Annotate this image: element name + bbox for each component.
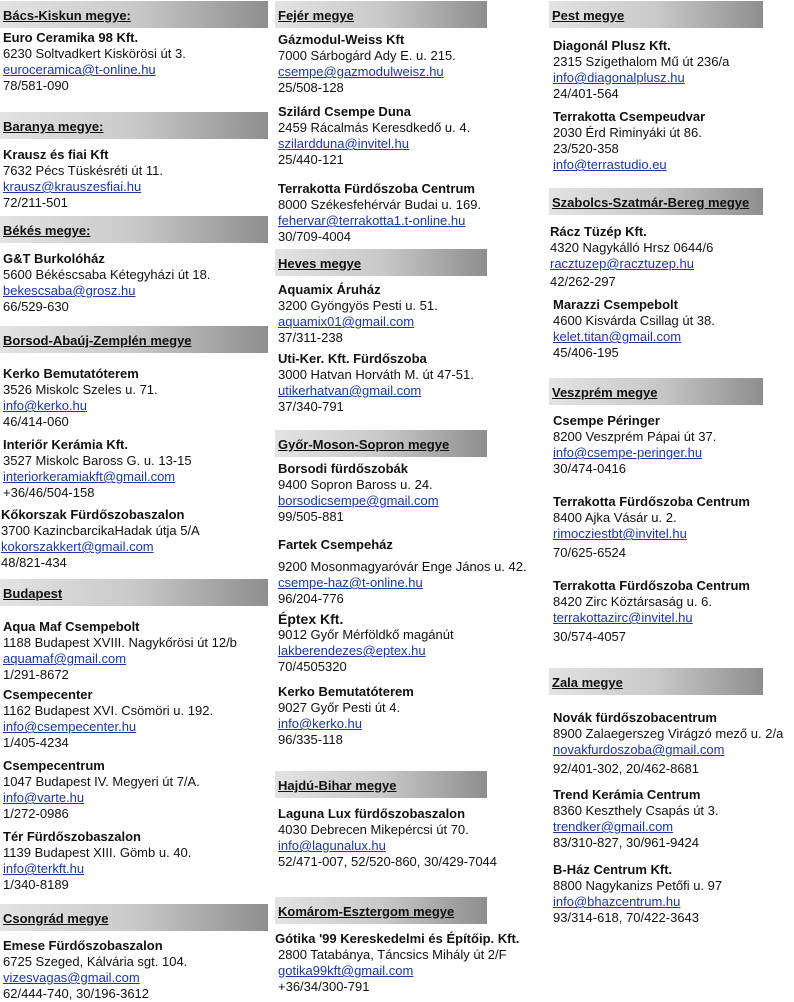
dealer-address: 2030 Érd Riminyáki út 86. [553, 125, 702, 140]
dealer-phone: 30/709-4004 [278, 229, 352, 244]
dealer-entry [278, 32, 456, 96]
dealer-name: Emese Fürdőszobaszalon [3, 938, 163, 953]
dealer-entry [3, 687, 213, 751]
section-header [0, 112, 268, 139]
dealer-phone: 92/401-302, 20/462-8681 [553, 761, 700, 776]
dealer-email[interactable]: lakberendezes@eptex.hu [278, 643, 426, 658]
dealer-email[interactable]: racztuzep@racztuzep.hu [550, 256, 694, 271]
dealer-name: Borsodi fürdőszobák [278, 461, 409, 476]
dealer-entry [278, 181, 481, 245]
section-title: Heves megye [278, 256, 362, 271]
dealer-phone: 70/625-6524 [553, 545, 627, 560]
dealer-entry [3, 437, 192, 501]
section-header [549, 378, 763, 405]
dealer-name: Kerko Bemutatóterem [3, 366, 139, 381]
dealer-address: 8800 Nagykanizs Petőfi u. 97 [553, 878, 723, 893]
dealer-name: Diagonál Plusz Kft. [553, 38, 671, 53]
dealer-address: 3000 Hatvan Horváth M. út 47-51. [278, 367, 474, 382]
dealer-entry [553, 297, 715, 361]
dealer-address: 8900 Zalaegerszeg Virágzó mező u. 2/a [553, 726, 784, 741]
section-title: Csongrád megye [3, 911, 109, 926]
dealer-address: 8000 Székesfehérvár Budai u. 169. [278, 197, 482, 212]
section-title: Bács-Kiskun megye: [3, 8, 131, 23]
dealer-name: Interiőr Kerámia Kft. [3, 437, 128, 452]
dealer-name: Terrakotta Fürdőszoba Centrum [278, 181, 475, 196]
dealer-email[interactable]: csempe-haz@t-online.hu [278, 575, 423, 590]
dealer-email[interactable]: gotika99kft@gmail.com [278, 963, 414, 978]
dealer-address: 4030 Debrecen Mikepércsi út 70. [278, 822, 469, 837]
dealer-name: B-Ház Centrum Kft. [553, 862, 673, 877]
dealer-address: 3200 Gyöngyös Pesti u. 51. [278, 298, 438, 313]
dealer-entry [278, 282, 438, 346]
dealer-email[interactable]: fehervar@terrakotta1.t-online.hu [278, 213, 466, 228]
dealer-email[interactable]: kokorszakkert@gmail.com [1, 539, 154, 554]
dealer-email[interactable]: csempe@gazmodulweisz.hu [278, 64, 444, 79]
section-header [275, 249, 487, 276]
dealer-phone: 1/340-8189 [3, 877, 69, 892]
dealer-address: 8420 Zirc Köztársaság u. 6. [553, 594, 712, 609]
dealer-entry [553, 109, 705, 173]
section-header [0, 904, 268, 931]
dealer-address: 6725 Szeged, Kálvária sgt. 104. [3, 954, 188, 969]
dealer-name: Trend Kerámia Centrum [553, 787, 701, 802]
dealer-phone: 48/821-434 [1, 555, 67, 570]
section-header [0, 579, 268, 606]
dealer-email[interactable]: info@kerko.hu [3, 398, 88, 413]
dealer-phone: 83/310-827, 30/961-9424 [553, 835, 700, 850]
section-title: Békés megye: [3, 223, 91, 238]
dealer-email[interactable]: aquamaf@gmail.com [3, 651, 127, 666]
dealer-entry [278, 806, 497, 870]
dealer-address: 7000 Sárbogárd Ady E. u. 215. [278, 48, 456, 63]
dealer-address: 4320 Nagykálló Hrsz 0644/6 [550, 240, 714, 255]
section-header [549, 668, 763, 695]
dealer-phone: 23/520-358 [553, 141, 619, 156]
dealer-entry [1, 507, 200, 571]
dealer-phone: 70/4505320 [278, 659, 347, 674]
dealer-address: 1047 Budapest IV. Megyeri út 7/A. [3, 774, 200, 789]
dealer-phone: +36/46/504-158 [3, 485, 95, 500]
dealer-name: Novák fürdőszobacentrum [553, 710, 717, 725]
section-header [549, 1, 763, 28]
section-title: Komárom-Esztergom megye [278, 904, 455, 919]
dealer-phone: 30/574-4057 [553, 629, 627, 644]
dealer-entry [275, 931, 519, 995]
dealer-entry [278, 537, 527, 607]
dealer-entry [553, 862, 722, 926]
section-title: Hajdú-Bihar megye [278, 778, 397, 793]
dealer-address: 1139 Budapest XIII. Gömb u. 40. [3, 845, 192, 860]
dealer-name: Éptex Kft. [278, 611, 344, 627]
dealer-address: 9200 Mosonmagyaróvár Enge János u. 42. [278, 559, 527, 574]
section-header [549, 188, 763, 215]
dealer-name: Kőkorszak Fürdőszobaszalon [1, 507, 185, 522]
section-title: Zala megye [552, 675, 623, 690]
dealer-entry [553, 578, 750, 645]
dealer-address: 8200 Veszprém Pápai út 37. [553, 429, 717, 444]
dealer-phone: 66/529-630 [3, 299, 69, 314]
dealer-email[interactable]: trendker@gmail.com [553, 819, 674, 834]
dealer-email[interactable]: info@terrastudio.eu [553, 157, 667, 172]
section-title: Győr-Moson-Sopron megye [278, 437, 450, 452]
dealer-phone: 62/444-740, 30/196-3612 [3, 986, 150, 1001]
dealer-email[interactable]: novakfurdoszoba@gmail.com [553, 742, 725, 757]
dealer-email[interactable]: utikerhatvan@gmail.com [278, 383, 422, 398]
dealer-name: G&T Burkolóház [3, 251, 105, 266]
dealer-address: 6230 Soltvadkert Kiskörösi út 3. [3, 46, 186, 61]
dealer-email[interactable]: euroceramica@t-online.hu [3, 62, 156, 77]
section-title: Budapest [3, 586, 63, 601]
dealer-name: Csempecentrum [3, 758, 105, 773]
dealer-entry [3, 758, 200, 822]
dealer-address: 2800 Tatabánya, Táncsics Mihály út 2/F [278, 947, 507, 962]
dealer-entry [553, 710, 783, 777]
section-header [0, 326, 268, 353]
dealer-name: Rácz Tüzép Kft. [550, 224, 647, 239]
dealer-entry [278, 351, 474, 415]
dealer-address: 3700 KazincbarcikaHadak útja 5/A [1, 523, 200, 538]
dealer-entry [3, 366, 158, 430]
dealer-entry [278, 104, 470, 168]
dealer-name: Szilárd Csempe Duna [278, 104, 411, 119]
dealer-address: 8400 Ajka Vásár u. 2. [553, 510, 677, 525]
section-title: Pest megye [552, 8, 625, 23]
dealer-entry [553, 787, 719, 851]
dealer-email[interactable]: vizesvagas@gmail.com [3, 970, 140, 985]
dealer-phone: +36/34/300-791 [278, 979, 370, 994]
dealer-email[interactable]: info@csempecenter.hu [3, 719, 137, 734]
dealer-address: 2459 Rácalmás Keresdkedő u. 4. [278, 120, 471, 135]
dealer-entry [278, 684, 414, 748]
dealer-phone: 1/291-8672 [3, 667, 69, 682]
dealer-entry [3, 30, 186, 94]
dealer-address: 1162 Budapest XVI. Csömöri u. 192. [3, 703, 214, 718]
dealer-name: Aquamix Áruház [278, 282, 381, 297]
dealer-phone: 37/311-238 [278, 330, 343, 345]
dealer-name: Csempe Péringer [553, 413, 660, 428]
dealer-address: 2315 Szigethalom Mű út 236/a [553, 54, 730, 69]
dealer-name: Terrakotta Csempeudvar [553, 109, 706, 124]
dealer-address: 9400 Sopron Baross u. 24. [278, 477, 433, 492]
dealer-phone: 42/262-297 [550, 274, 616, 289]
dealer-entry [553, 413, 716, 477]
dealer-address: 9027 Győr Pesti út 4. [278, 700, 401, 715]
dealer-entry [3, 829, 191, 893]
dealer-email[interactable]: info@kerko.hu [278, 716, 363, 731]
dealer-phone: 30/474-0416 [553, 461, 627, 476]
dealer-address: 3527 Miskolc Baross G. u. 13-15 [3, 453, 192, 468]
dealer-name: Kerko Bemutatóterem [278, 684, 414, 699]
section-header [275, 897, 487, 924]
section-header [0, 1, 268, 28]
dealer-entry [3, 251, 210, 315]
dealer-entry [550, 224, 713, 290]
dealer-phone: 24/401-564 [553, 86, 619, 101]
dealer-email[interactable]: info@terkft.hu [3, 861, 85, 876]
section-header [275, 430, 487, 457]
dealer-name: Gótika '99 Kereskedelmi és Építőip. Kft. [275, 931, 520, 946]
dealer-email[interactable]: szilardduna@invitel.hu [278, 136, 409, 151]
dealer-phone: 25/508-128 [278, 80, 344, 95]
dealer-email[interactable]: rimocziestbt@invitel.hu [553, 526, 687, 541]
dealer-phone: 96/335-118 [278, 732, 343, 747]
dealer-entry [3, 619, 237, 683]
dealer-name: Terrakotta Fürdőszoba Centrum [553, 578, 750, 593]
dealer-entry [3, 938, 187, 1002]
dealer-email[interactable]: info@bhazcentrum.hu [553, 894, 681, 909]
dealer-email[interactable]: aquamix01@gmail.com [278, 314, 415, 329]
dealer-phone: 1/405-4234 [3, 735, 69, 750]
dealer-email[interactable]: info@diagonalplusz.hu [553, 70, 685, 85]
dealer-phone: 72/211-501 [3, 195, 68, 210]
dealer-phone: 93/314-618, 70/422-3643 [553, 910, 700, 925]
dealer-phone: 45/406-195 [553, 345, 619, 360]
dealer-phone: 52/471-007, 52/520-860, 30/429-7044 [278, 854, 498, 869]
dealer-email[interactable]: bekescsaba@grosz.hu [3, 283, 136, 298]
dealer-entry [553, 38, 729, 102]
dealer-phone: 25/440-121 [278, 152, 344, 167]
section-title: Baranya megye: [3, 119, 104, 134]
dealer-name: Tér Fürdőszobaszalon [3, 829, 141, 844]
dealer-entry [3, 147, 163, 211]
dealer-address: 8360 Keszthely Csapás út 3. [553, 803, 719, 818]
dealer-name: Laguna Lux fürdőszobaszalon [278, 806, 466, 821]
dealer-phone: 1/272-0986 [3, 806, 69, 821]
dealer-entry [278, 611, 454, 675]
dealer-name: Uti-Ker. Kft. Fürdőszoba [278, 351, 427, 366]
dealer-email[interactable]: terrakottazirc@invitel.hu [553, 610, 693, 625]
dealer-entry [278, 461, 439, 525]
dealer-name: Fartek Csempeház [278, 537, 393, 552]
dealer-email[interactable]: borsodicsempe@gmail.com [278, 493, 439, 508]
section-title: Borsod-Abaúj-Zemplén megye [3, 333, 192, 348]
dealer-name: Gázmodul-Weiss Kft [278, 32, 405, 47]
dealer-entry [553, 494, 750, 561]
dealer-email[interactable]: interiorkeramiakft@gmail.com [3, 469, 176, 484]
dealer-phone: 37/340-791 [278, 399, 344, 414]
dealer-address: 3526 Miskolc Szeles u. 71. [3, 382, 158, 397]
dealer-address: 4600 Kisvárda Csillag út 38. [553, 313, 715, 328]
dealer-phone: 46/414-060 [3, 414, 69, 429]
dealer-name: Krausz és fiai Kft [3, 147, 109, 162]
dealer-email[interactable]: info@lagunalux.hu [278, 838, 386, 853]
dealer-name: Aqua Maf Csempebolt [3, 619, 140, 634]
dealer-address: 1188 Budapest XVIII. Nagykőrösi út 12/b [3, 635, 237, 650]
dealer-name: Terrakotta Fürdőszoba Centrum [553, 494, 750, 509]
dealer-address: 5600 Békéscsaba Kétegyházi út 18. [3, 267, 211, 282]
dealer-email[interactable]: info@csempe-peringer.hu [553, 445, 703, 460]
dealer-email[interactable]: info@varte.hu [3, 790, 85, 805]
dealer-phone: 99/505-881 [278, 509, 344, 524]
section-title: Veszprém megye [552, 385, 658, 400]
dealer-phone: 78/581-090 [3, 78, 69, 93]
dealer-email[interactable]: krausz@krauszesfiai.hu [3, 179, 142, 194]
dealer-name: Csempecenter [3, 687, 93, 702]
dealer-name: Marazzi Csempebolt [553, 297, 678, 312]
section-title: Szabolcs-Szatmár-Bereg megye [552, 195, 750, 210]
dealer-name: Euro Ceramika 98 Kft. [3, 30, 139, 45]
dealer-address: 7632 Pécs Tüskésréti út 11. [3, 163, 163, 178]
section-header [0, 216, 268, 243]
section-header [275, 771, 487, 798]
dealer-phone: 96/204-776 [278, 591, 344, 606]
section-header [275, 1, 487, 28]
dealer-email[interactable]: kelet.titan@gmail.com [553, 329, 682, 344]
dealer-address: 9012 Győr Mérföldkő magánút [278, 627, 454, 642]
section-title: Fejér megye [278, 8, 354, 23]
